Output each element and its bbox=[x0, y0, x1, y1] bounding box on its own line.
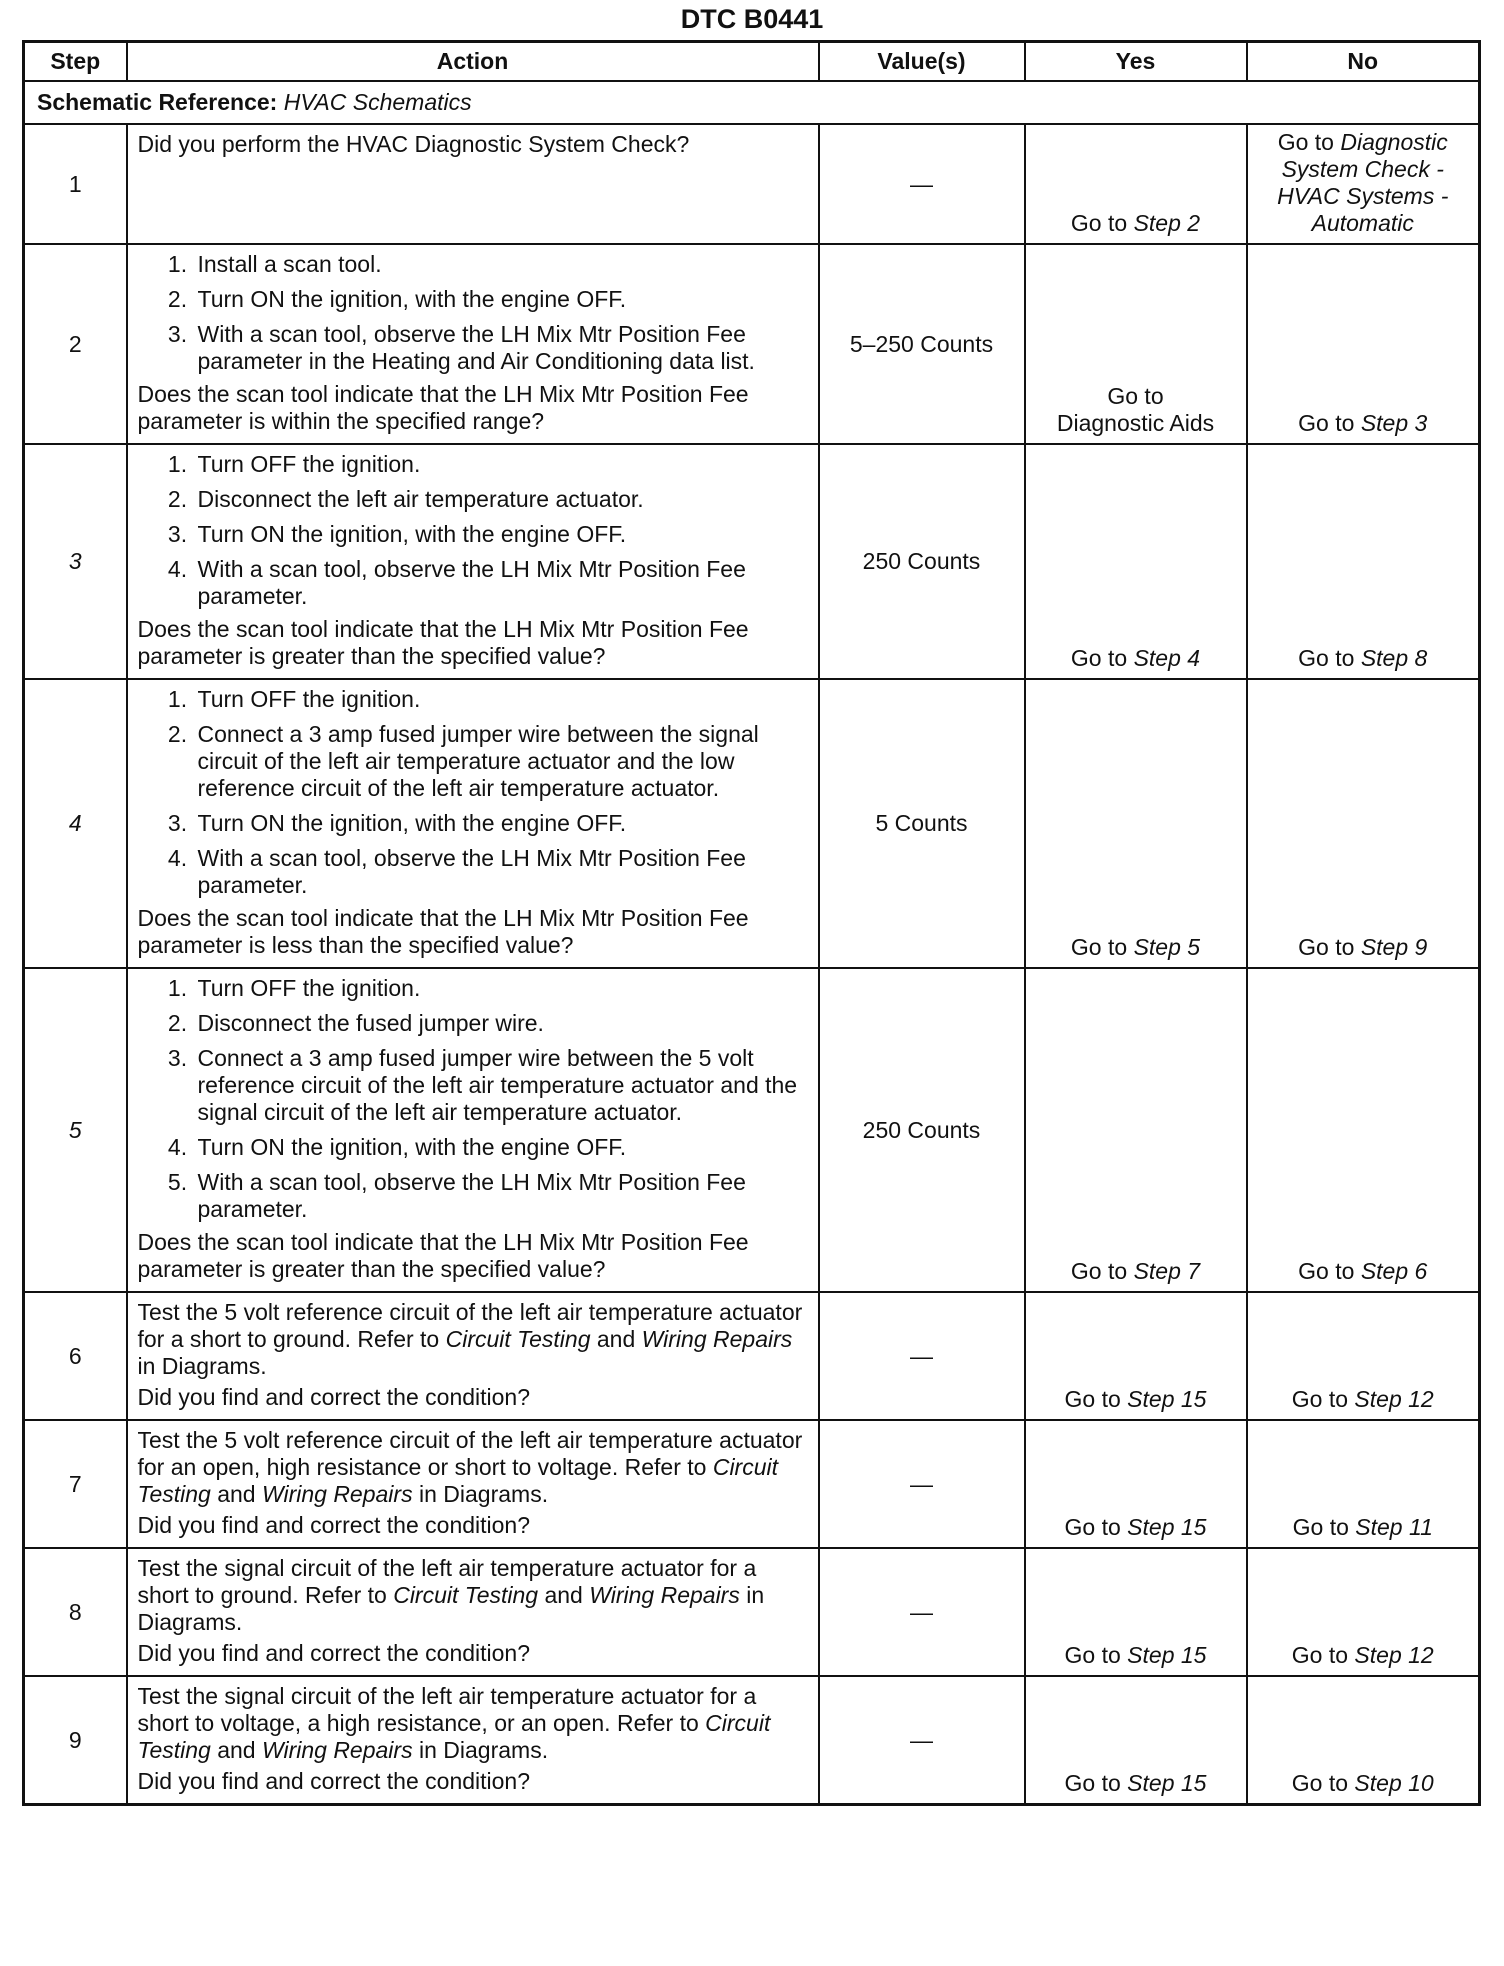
action-text-part: in Diagrams. bbox=[412, 1737, 549, 1763]
action-text-part: in Diagrams. bbox=[412, 1481, 549, 1507]
schematic-reference-cell bbox=[24, 81, 1480, 124]
action-step-item: 1. Turn OFF the ignition. bbox=[194, 686, 808, 713]
value-cell: 250 Counts bbox=[819, 968, 1025, 1292]
action-question: Did you find and correct the condition? bbox=[137, 1640, 531, 1666]
table-row bbox=[24, 1292, 1480, 1420]
action-text: Did you perform the HVAC Diagnostic System Check? bbox=[137, 131, 690, 157]
reference-link[interactable]: Wiring Repairs bbox=[261, 1481, 413, 1507]
no-cell bbox=[1247, 1548, 1480, 1676]
value-cell: — bbox=[819, 1292, 1025, 1420]
yes-prefix: Go to bbox=[1070, 210, 1134, 236]
no-target-link[interactable]: Step 8 bbox=[1360, 645, 1428, 671]
yes-cell bbox=[1025, 1420, 1247, 1548]
step-number: 7 bbox=[24, 1420, 127, 1548]
action-question: Does the scan tool indicate that the LH Mix Mtr Position Fee parameter is within the specified range? bbox=[137, 381, 749, 434]
table-row bbox=[24, 244, 1480, 444]
step-number: 9 bbox=[24, 1676, 127, 1805]
reference-link[interactable]: Circuit Testing bbox=[137, 1710, 771, 1763]
action-step-item: 3. With a scan tool, observe the LH Mix Mtr Position Fee parameter in the Heating and Air Conditioning data list. bbox=[194, 321, 808, 375]
table-row bbox=[24, 1676, 1480, 1805]
action-step-item: 3. Turn ON the ignition, with the engine OFF. bbox=[194, 521, 808, 548]
schematic-reference-row bbox=[24, 81, 1480, 124]
action-text bbox=[138, 1555, 808, 1636]
yes-prefix: Go to bbox=[1064, 1642, 1128, 1668]
yes-prefix: Go to bbox=[1064, 1386, 1128, 1412]
action-cell bbox=[127, 1548, 819, 1676]
yes-prefix: Go to bbox=[1107, 383, 1164, 409]
no-target-link[interactable]: Diagnostic System Check - HVAC Systems - Automatic bbox=[1277, 129, 1449, 236]
action-cell bbox=[127, 679, 819, 968]
yes-target-link[interactable]: Step 2 bbox=[1133, 210, 1201, 236]
yes-cell bbox=[1025, 124, 1247, 244]
no-cell bbox=[1247, 679, 1480, 968]
action-steps-list bbox=[138, 686, 808, 899]
action-text bbox=[138, 1427, 808, 1508]
yes-prefix: Go to bbox=[1070, 934, 1134, 960]
reference-link[interactable]: Circuit Testing bbox=[393, 1582, 539, 1608]
yes-target-link[interactable]: Step 7 bbox=[1133, 1258, 1201, 1284]
action-text bbox=[138, 1299, 808, 1380]
table-row bbox=[24, 679, 1480, 968]
yes-cell bbox=[1025, 1676, 1247, 1805]
table-row bbox=[24, 1548, 1480, 1676]
action-question: Does the scan tool indicate that the LH Mix Mtr Position Fee parameter is less than the specified value? bbox=[137, 905, 749, 958]
action-question: Did you find and correct the condition? bbox=[137, 1384, 531, 1410]
action-cell bbox=[127, 1292, 819, 1420]
no-cell bbox=[1247, 124, 1480, 244]
no-cell bbox=[1247, 244, 1480, 444]
no-prefix: Go to bbox=[1298, 410, 1361, 436]
no-prefix: Go to bbox=[1292, 1514, 1356, 1540]
step-number: 6 bbox=[24, 1292, 127, 1420]
no-cell bbox=[1247, 444, 1480, 679]
value-cell: 5–250 Counts bbox=[819, 244, 1025, 444]
action-text bbox=[138, 1683, 808, 1764]
table-row bbox=[24, 968, 1480, 1292]
action-text-part: Test the 5 volt reference circuit of the left air temperature actuator for an open, high resistance or short to voltage. Refer to bbox=[137, 1427, 803, 1480]
table-row bbox=[24, 444, 1480, 679]
value-cell: — bbox=[819, 1676, 1025, 1805]
no-target-link[interactable]: Step 12 bbox=[1354, 1642, 1434, 1668]
action-question: Does the scan tool indicate that the LH Mix Mtr Position Fee parameter is greater than the specified value? bbox=[137, 616, 749, 669]
action-text-part: Test the signal circuit of the left air temperature actuator for a short to voltage, a high resistance, or an open. Refer to bbox=[137, 1683, 757, 1736]
action-text-part: in Diagrams. bbox=[137, 1353, 267, 1379]
action-text-part: Test the signal circuit of the left air temperature actuator for a short to ground. Refer to bbox=[137, 1555, 757, 1608]
no-cell bbox=[1247, 1292, 1480, 1420]
reference-link[interactable]: Circuit Testing bbox=[445, 1326, 591, 1352]
action-step-item: 4. With a scan tool, observe the LH Mix Mtr Position Fee parameter. bbox=[194, 845, 808, 899]
value-cell: — bbox=[819, 1548, 1025, 1676]
diagnostic-table bbox=[22, 40, 1481, 1806]
reference-link[interactable]: Wiring Repairs bbox=[641, 1326, 793, 1352]
table-row bbox=[24, 1420, 1480, 1548]
action-cell bbox=[127, 1676, 819, 1805]
step-number: 1 bbox=[24, 124, 127, 244]
no-target-link[interactable]: Step 11 bbox=[1355, 1514, 1433, 1540]
step-number: 3 bbox=[24, 444, 127, 679]
action-step-item: 1. Turn OFF the ignition. bbox=[194, 451, 808, 478]
action-step-item: 2. Disconnect the fused jumper wire. bbox=[194, 1010, 808, 1037]
header-yes: Yes bbox=[1025, 42, 1247, 82]
yes-target-link[interactable]: Step 15 bbox=[1127, 1514, 1207, 1540]
step-number: 2 bbox=[24, 244, 127, 444]
no-cell bbox=[1247, 968, 1480, 1292]
header-values: Value(s) bbox=[819, 42, 1025, 82]
action-step-item: 2. Disconnect the left air temperature actuator. bbox=[194, 486, 808, 513]
yes-prefix: Go to bbox=[1070, 645, 1134, 671]
reference-link[interactable]: Circuit Testing bbox=[137, 1454, 778, 1507]
header-no: No bbox=[1247, 42, 1480, 82]
header-step: Step bbox=[24, 42, 127, 82]
yes-prefix: Go to bbox=[1064, 1770, 1128, 1796]
action-cell bbox=[127, 1420, 819, 1548]
action-question: Did you find and correct the condition? bbox=[137, 1512, 531, 1538]
no-prefix: Go to bbox=[1291, 1642, 1355, 1668]
action-cell bbox=[127, 124, 819, 244]
action-text-part: and bbox=[210, 1737, 262, 1763]
yes-cell bbox=[1025, 679, 1247, 968]
action-step-item: 3. Connect a 3 amp fused jumper wire between the 5 volt reference circuit of the left air temperature actuator and the signal circuit of the left air temperature actuator. bbox=[194, 1045, 808, 1126]
yes-cell bbox=[1025, 444, 1247, 679]
action-question: Does the scan tool indicate that the LH Mix Mtr Position Fee parameter is greater than the specified value? bbox=[137, 1229, 749, 1282]
no-target-link[interactable]: Step 9 bbox=[1360, 934, 1428, 960]
no-prefix: Go to bbox=[1298, 934, 1361, 960]
no-cell bbox=[1247, 1676, 1480, 1805]
table-row bbox=[24, 124, 1480, 244]
table-header-row bbox=[24, 42, 1480, 82]
yes-cell bbox=[1025, 244, 1247, 444]
action-step-item: 4. Turn ON the ignition, with the engine OFF. bbox=[194, 1134, 808, 1161]
yes-target-link[interactable]: Step 4 bbox=[1133, 645, 1201, 671]
reference-link[interactable]: Wiring Repairs bbox=[261, 1737, 413, 1763]
yes-target-link[interactable]: Step 15 bbox=[1127, 1642, 1207, 1668]
document-title: DTC B0441 bbox=[680, 4, 824, 34]
reference-link[interactable]: Wiring Repairs bbox=[589, 1582, 740, 1608]
no-prefix: Go to bbox=[1298, 645, 1361, 671]
no-target-link[interactable]: Step 3 bbox=[1360, 410, 1428, 436]
schematic-reference-label: Schematic Reference: bbox=[37, 89, 278, 115]
yes-prefix: Go to bbox=[1064, 1514, 1128, 1540]
yes-target-link[interactable]: Diagnostic Aids bbox=[1056, 410, 1215, 436]
step-number: 8 bbox=[24, 1548, 127, 1676]
value-cell: 5 Counts bbox=[819, 679, 1025, 968]
action-step-item: 3. Turn ON the ignition, with the engine OFF. bbox=[194, 810, 808, 837]
yes-cell bbox=[1025, 1548, 1247, 1676]
action-cell bbox=[127, 968, 819, 1292]
action-step-item: 2. Turn ON the ignition, with the engine OFF. bbox=[194, 286, 808, 313]
table-body bbox=[24, 81, 1480, 1805]
yes-target-link[interactable]: Step 5 bbox=[1133, 934, 1201, 960]
action-step-item: 4. With a scan tool, observe the LH Mix Mtr Position Fee parameter. bbox=[194, 556, 808, 610]
action-text-part: Test the 5 volt reference circuit of the left air temperature actuator for a short to ground. Refer to bbox=[137, 1299, 803, 1352]
action-cell bbox=[127, 444, 819, 679]
action-step-item: 5. With a scan tool, observe the LH Mix Mtr Position Fee parameter. bbox=[194, 1169, 808, 1223]
action-step-item: 1. Install a scan tool. bbox=[194, 251, 808, 278]
no-target-link[interactable]: Step 12 bbox=[1354, 1386, 1434, 1412]
step-number: 5 bbox=[24, 968, 127, 1292]
yes-prefix: Go to bbox=[1070, 1258, 1134, 1284]
no-prefix: Go to bbox=[1298, 1258, 1361, 1284]
action-step-item: 1. Turn OFF the ignition. bbox=[194, 975, 808, 1002]
action-question: Did you find and correct the condition? bbox=[137, 1768, 531, 1794]
yes-target-link[interactable]: Step 15 bbox=[1127, 1770, 1207, 1796]
action-steps-list bbox=[138, 251, 808, 375]
no-prefix: Go to bbox=[1291, 1386, 1355, 1412]
action-steps-list bbox=[138, 975, 808, 1223]
value-cell: — bbox=[819, 124, 1025, 244]
schematic-reference-link[interactable]: HVAC Schematics bbox=[283, 89, 472, 115]
yes-cell bbox=[1025, 1292, 1247, 1420]
no-target-link[interactable]: Step 10 bbox=[1354, 1770, 1434, 1796]
yes-cell bbox=[1025, 968, 1247, 1292]
action-text-part: in Diagrams. bbox=[137, 1582, 765, 1635]
action-cell bbox=[127, 244, 819, 444]
action-step-item: 2. Connect a 3 amp fused jumper wire between the signal circuit of the left air temperature actuator and the low reference circuit of the left air temperature actuator. bbox=[194, 721, 808, 802]
no-cell bbox=[1247, 1420, 1480, 1548]
action-steps-list bbox=[138, 451, 808, 610]
action-text-part: and bbox=[210, 1481, 262, 1507]
value-cell: — bbox=[819, 1420, 1025, 1548]
step-number: 4 bbox=[24, 679, 127, 968]
yes-target-link[interactable]: Step 15 bbox=[1127, 1386, 1207, 1412]
action-text-part: and bbox=[538, 1582, 590, 1608]
action-text-part: and bbox=[590, 1326, 642, 1352]
value-cell: 250 Counts bbox=[819, 444, 1025, 679]
no-target-link[interactable]: Step 6 bbox=[1360, 1258, 1428, 1284]
no-prefix: Go to bbox=[1277, 129, 1341, 155]
header-action: Action bbox=[127, 42, 819, 82]
no-prefix: Go to bbox=[1291, 1770, 1355, 1796]
